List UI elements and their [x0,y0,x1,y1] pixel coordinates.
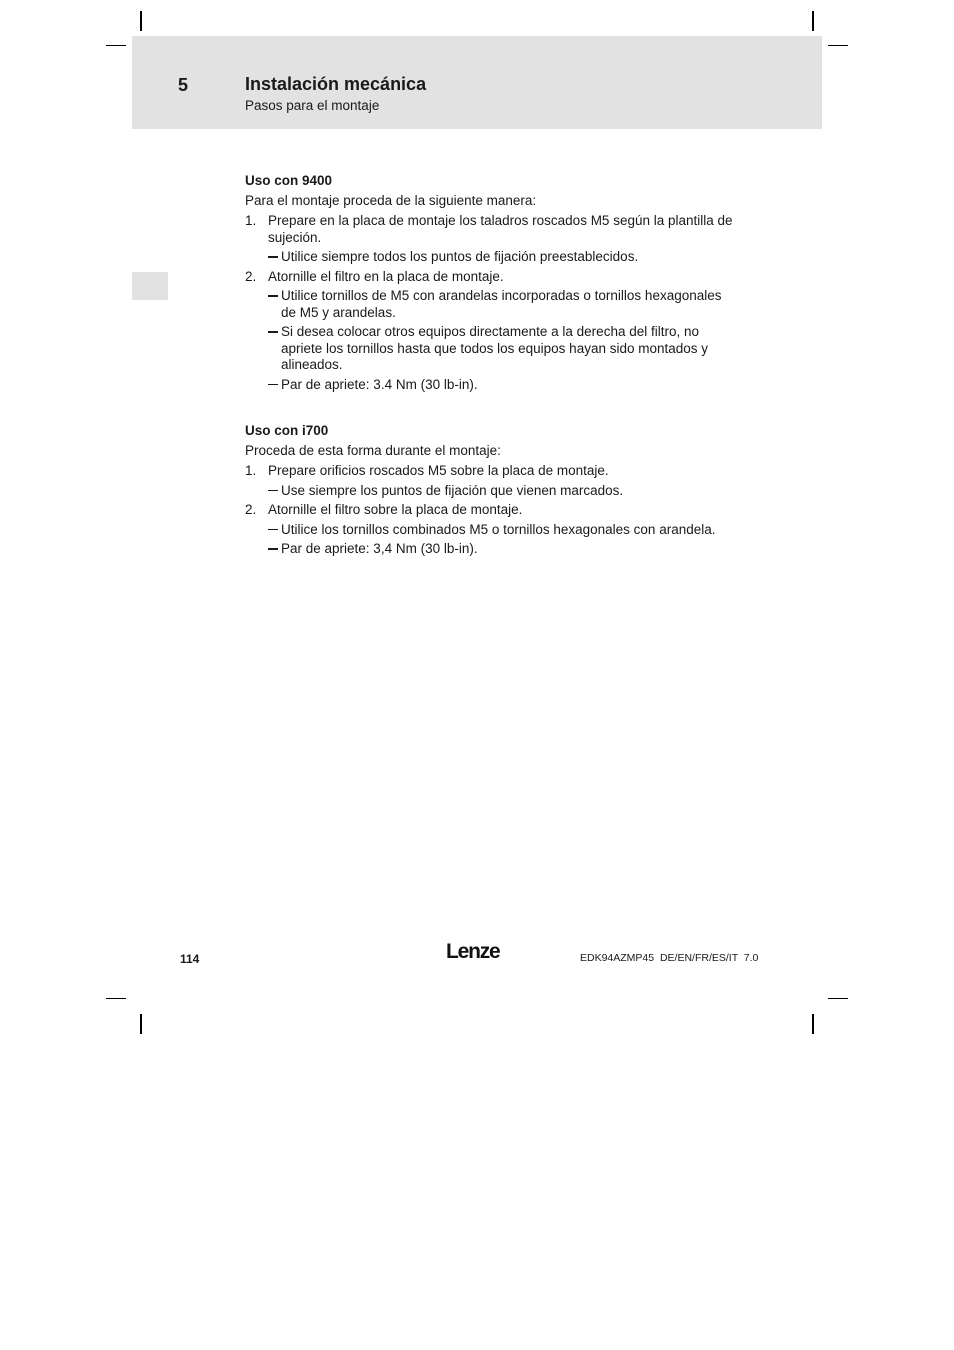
step-item [245,502,740,558]
section-heading: Uso con i700 [245,423,329,438]
crop-mark-bottom-right-vertical [812,1014,814,1034]
sub-item [268,483,740,500]
side-tab-marker [132,272,168,300]
dash-bullet [268,384,278,386]
sub-item-text: Par de apriete: 3,4 Nm (30 lb-in). [281,541,478,556]
crop-mark-top-left-horizontal [106,45,126,46]
sub-list [268,483,740,500]
sub-item-text: Par de apriete: 3.4 Nm (30 lb-in). [281,376,478,392]
sub-item [268,324,740,374]
page-number: 114 [180,952,200,966]
sub-item [268,541,740,558]
chapter-subtitle: Pasos para el montaje [245,98,380,113]
step-number: 1. [245,463,257,478]
section-uso-con-9400 [245,173,740,396]
steps-list [245,213,740,393]
sub-list [268,288,740,393]
crop-mark-top-left-vertical [140,11,142,31]
sub-item [268,288,740,321]
sub-item-text: Utilice tornillos de M5 con arandelas incorporadas o tornillos hexagonales de M5 y arandelas. [281,288,722,320]
chapter-header [132,36,822,129]
step-text: Prepare orificios roscados M5 sobre la placa de montaje. [268,463,609,478]
section-heading: Uso con 9400 [245,173,333,188]
sub-item-text: Utilice los tornillos combinados M5 o tornillos hexagonales con arandela. [281,521,716,537]
sub-list [268,522,740,558]
dash-bullet [268,529,278,531]
sub-item-text: Si desea colocar otros equipos directamente a la derecha del filtro, no apriete los tornillos hasta que todos los equipos hayan sido montados y alineados. [281,324,709,372]
step-number: 2. [245,502,257,517]
sub-list [268,249,740,266]
step-number: 1. [245,213,257,228]
dash-bullet [268,331,278,333]
dash-bullet [268,295,278,297]
crop-mark-top-right-horizontal [828,45,848,46]
dash-bullet [268,548,278,550]
crop-mark-top-right-vertical [812,11,814,31]
sub-item [268,377,740,394]
steps-list [245,463,740,558]
sub-item-text: Utilice siempre todos los puntos de fijación preestablecidos. [281,249,639,264]
step-text: Atornille el filtro sobre la placa de montaje. [268,502,523,517]
chapter-title: Instalación mecánica [245,74,427,94]
sub-item [268,522,740,539]
section-uso-con-i700 [245,423,740,561]
step-text: Atornille el filtro en la placa de montaje. [268,268,504,284]
crop-mark-bottom-right-horizontal [828,998,848,999]
dash-bullet [268,490,278,492]
step-text: Prepare en la placa de montaje los taladros roscados M5 según la plantilla de sujeción. [268,213,733,245]
crop-mark-bottom-left-vertical [140,1014,142,1034]
dash-bullet [268,256,278,258]
step-item [245,463,740,499]
step-item [245,269,740,394]
lenze-logo: Lenze [446,940,500,963]
section-intro: Proceda de esta forma durante el montaje: [245,442,501,458]
sub-item [268,249,740,266]
document-id: EDK94AZMP45 DE/EN/FR/ES/IT 7.0 [580,952,759,964]
step-item [245,213,740,266]
section-intro: Para el montaje proceda de la siguiente manera: [245,192,537,208]
step-number: 2. [245,268,257,284]
crop-mark-bottom-left-horizontal [106,998,126,999]
sub-item-text: Use siempre los puntos de fijación que vienen marcados. [281,482,624,498]
chapter-number: 5 [178,75,189,95]
